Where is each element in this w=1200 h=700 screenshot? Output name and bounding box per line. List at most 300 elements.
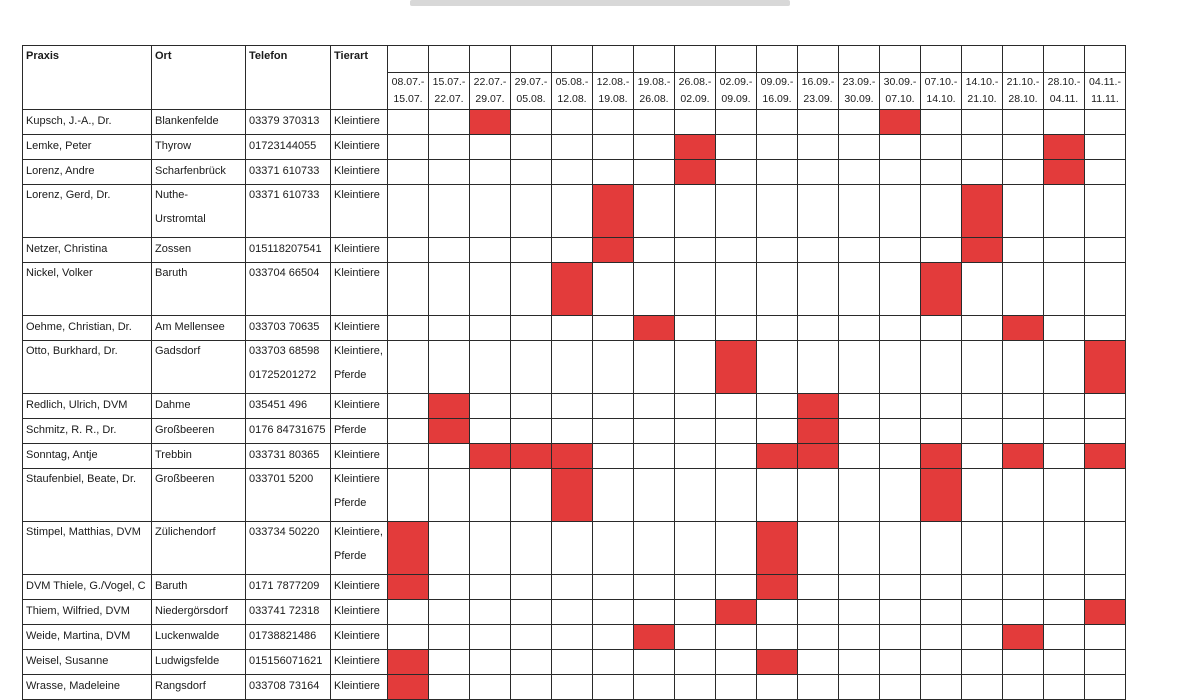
schedule-cell bbox=[470, 315, 511, 340]
ort-value: Großbeeren bbox=[155, 424, 215, 436]
schedule-cell bbox=[1085, 262, 1126, 315]
tierart-value: Kleintiere bbox=[334, 630, 380, 642]
schedule-cell bbox=[1085, 624, 1126, 649]
schedule-cell bbox=[962, 624, 1003, 649]
duty-cell bbox=[757, 443, 798, 468]
practice-row bbox=[23, 262, 1126, 315]
schedule-cell bbox=[388, 134, 429, 159]
telefon-value: 033708 73164 bbox=[249, 680, 320, 692]
schedule-cell bbox=[1044, 443, 1085, 468]
schedule-cell bbox=[429, 468, 470, 521]
schedule-cell bbox=[757, 315, 798, 340]
schedule-cell bbox=[511, 134, 552, 159]
week-header-blank bbox=[429, 46, 470, 73]
schedule-cell bbox=[593, 468, 634, 521]
schedule-cell bbox=[1044, 599, 1085, 624]
ort-value: Zossen bbox=[155, 243, 192, 255]
week-header-blank bbox=[593, 46, 634, 73]
tierart-cell bbox=[331, 418, 388, 443]
schedule-cell bbox=[921, 340, 962, 393]
schedule-cell bbox=[511, 624, 552, 649]
ort-cell bbox=[152, 262, 246, 315]
schedule-cell bbox=[716, 418, 757, 443]
schedule-cell bbox=[552, 418, 593, 443]
schedule-cell bbox=[634, 468, 675, 521]
schedule-cell bbox=[511, 262, 552, 315]
week-end: 30.09. bbox=[844, 92, 874, 105]
schedule-cell bbox=[511, 649, 552, 674]
schedule-cell bbox=[1085, 468, 1126, 521]
ort-value: Am Mellensee bbox=[155, 321, 225, 333]
praxis-cell bbox=[23, 237, 152, 262]
schedule-cell bbox=[880, 340, 921, 393]
schedule-cell bbox=[880, 521, 921, 574]
schedule-cell bbox=[1003, 599, 1044, 624]
ort-cell bbox=[152, 624, 246, 649]
duty-cell bbox=[921, 443, 962, 468]
schedule-cell bbox=[552, 340, 593, 393]
schedule-cell bbox=[429, 443, 470, 468]
schedule-cell bbox=[1044, 418, 1085, 443]
schedule-cell bbox=[470, 649, 511, 674]
schedule-cell bbox=[511, 521, 552, 574]
ort-value: Gadsdorf bbox=[155, 344, 201, 357]
schedule-cell bbox=[839, 624, 880, 649]
schedule-cell bbox=[388, 109, 429, 134]
duty-cell bbox=[1044, 159, 1085, 184]
schedule-cell bbox=[593, 262, 634, 315]
schedule-cell bbox=[962, 109, 1003, 134]
week-range-header bbox=[675, 72, 716, 109]
schedule-cell bbox=[1085, 237, 1126, 262]
ort-cell bbox=[152, 184, 246, 237]
praxis-cell bbox=[23, 134, 152, 159]
schedule-cell bbox=[552, 315, 593, 340]
schedule-cell bbox=[634, 237, 675, 262]
schedule-cell bbox=[1044, 184, 1085, 237]
schedule-cell bbox=[962, 159, 1003, 184]
schedule-cell bbox=[675, 574, 716, 599]
telefon-cell bbox=[246, 134, 331, 159]
praxis-value: Oehme, Christian, Dr. bbox=[26, 321, 132, 333]
schedule-cell bbox=[634, 418, 675, 443]
duty-cell bbox=[675, 134, 716, 159]
schedule-cell bbox=[675, 315, 716, 340]
schedule-cell bbox=[511, 468, 552, 521]
schedule-cell bbox=[675, 109, 716, 134]
week-header-blank bbox=[675, 46, 716, 73]
schedule-cell bbox=[921, 109, 962, 134]
schedule-cell bbox=[880, 184, 921, 237]
schedule-cell bbox=[634, 649, 675, 674]
praxis-cell bbox=[23, 443, 152, 468]
week-start: 30.09.- bbox=[883, 75, 917, 88]
schedule-cell bbox=[470, 393, 511, 418]
telefon-value: 033703 68598 bbox=[249, 344, 320, 357]
week-header-blank bbox=[388, 46, 429, 73]
duty-cell bbox=[593, 237, 634, 262]
schedule-cell bbox=[1003, 574, 1044, 599]
week-start: 15.07.- bbox=[432, 75, 466, 88]
schedule-cell bbox=[429, 521, 470, 574]
schedule-cell bbox=[634, 574, 675, 599]
schedule-cell bbox=[593, 109, 634, 134]
practice-row bbox=[23, 674, 1126, 699]
telefon-value: 033741 72318 bbox=[249, 605, 320, 617]
tierart-cell bbox=[331, 521, 388, 574]
schedule-cell bbox=[388, 468, 429, 521]
duty-cell bbox=[921, 468, 962, 521]
schedule-cell bbox=[1085, 521, 1126, 574]
schedule-cell bbox=[716, 184, 757, 237]
tierart-value: Kleintiere bbox=[334, 165, 380, 177]
duty-cell bbox=[880, 109, 921, 134]
schedule-cell bbox=[880, 159, 921, 184]
schedule-cell bbox=[1085, 418, 1126, 443]
praxis-value: Wrasse, Madeleine bbox=[26, 680, 120, 692]
tierart-value: Pferde bbox=[334, 424, 367, 436]
schedule-cell bbox=[1044, 574, 1085, 599]
ort-value: Zülichendorf bbox=[155, 525, 216, 538]
telefon-cell bbox=[246, 574, 331, 599]
schedule-cell bbox=[470, 184, 511, 237]
schedule-cell bbox=[552, 159, 593, 184]
schedule-cell bbox=[552, 184, 593, 237]
column-header-tierart: Tierart bbox=[331, 46, 388, 73]
schedule-cell bbox=[839, 521, 880, 574]
schedule-cell bbox=[757, 624, 798, 649]
schedule-cell bbox=[921, 159, 962, 184]
schedule-cell bbox=[839, 159, 880, 184]
schedule-cell bbox=[388, 340, 429, 393]
schedule-cell bbox=[429, 340, 470, 393]
week-range-header bbox=[921, 72, 962, 109]
schedule-cell bbox=[675, 468, 716, 521]
schedule-cell bbox=[1085, 649, 1126, 674]
week-header-blank bbox=[962, 46, 1003, 73]
praxis-value: Stimpel, Matthias, DVM bbox=[26, 525, 141, 538]
tierart-value-line2: Pferde bbox=[334, 496, 367, 509]
schedule-cell bbox=[798, 521, 839, 574]
practice-row bbox=[23, 521, 1126, 574]
duty-cell bbox=[1003, 443, 1044, 468]
schedule-cell bbox=[675, 262, 716, 315]
schedule-cell bbox=[921, 599, 962, 624]
ort-cell bbox=[152, 159, 246, 184]
telefon-cell bbox=[246, 521, 331, 574]
schedule-cell bbox=[388, 624, 429, 649]
telefon-value-line2: 01725201272 bbox=[249, 368, 317, 381]
telefon-value: 033703 70635 bbox=[249, 321, 320, 333]
schedule-cell bbox=[839, 134, 880, 159]
duty-cell bbox=[798, 393, 839, 418]
schedule-cell bbox=[1003, 468, 1044, 521]
schedule-cell bbox=[675, 674, 716, 699]
schedule-cell bbox=[921, 418, 962, 443]
duty-cell bbox=[757, 574, 798, 599]
schedule-cell bbox=[429, 109, 470, 134]
duty-cell bbox=[1085, 599, 1126, 624]
schedule-cell bbox=[716, 574, 757, 599]
schedule-cell bbox=[429, 159, 470, 184]
duty-cell bbox=[470, 443, 511, 468]
telefon-value: 033704 66504 bbox=[249, 266, 320, 279]
tierart-value: Kleintiere bbox=[334, 655, 380, 667]
schedule-cell bbox=[552, 521, 593, 574]
week-header-blank bbox=[511, 46, 552, 73]
tierart-cell bbox=[331, 468, 388, 521]
week-end: 05.08. bbox=[516, 92, 546, 105]
schedule-cell bbox=[757, 468, 798, 521]
week-range-header bbox=[1044, 72, 1085, 109]
ort-cell bbox=[152, 340, 246, 393]
practice-row bbox=[23, 340, 1126, 393]
schedule-cell bbox=[511, 599, 552, 624]
practice-row bbox=[23, 237, 1126, 262]
schedule-cell bbox=[839, 393, 880, 418]
schedule-cell bbox=[552, 599, 593, 624]
schedule-cell bbox=[1003, 237, 1044, 262]
schedule-cell bbox=[716, 521, 757, 574]
schedule-cell bbox=[839, 418, 880, 443]
week-start: 19.08.- bbox=[637, 75, 671, 88]
schedule-cell bbox=[798, 184, 839, 237]
schedule-cell bbox=[1003, 521, 1044, 574]
telefon-value: 033731 80365 bbox=[249, 449, 320, 461]
schedule-cell bbox=[962, 443, 1003, 468]
week-start: 14.10.- bbox=[965, 75, 999, 88]
schedule-cell bbox=[388, 237, 429, 262]
schedule-cell bbox=[1085, 315, 1126, 340]
practice-row bbox=[23, 134, 1126, 159]
schedule-cell bbox=[1044, 624, 1085, 649]
schedule-cell bbox=[675, 443, 716, 468]
column-header-spacer bbox=[152, 72, 246, 109]
ort-value: Niedergörsdorf bbox=[155, 605, 228, 617]
schedule-cell bbox=[757, 340, 798, 393]
week-header-blank bbox=[1044, 46, 1085, 73]
tierart-value: Kleintiere bbox=[334, 266, 380, 279]
duty-cell bbox=[552, 443, 593, 468]
schedule-cell bbox=[552, 574, 593, 599]
schedule-cell bbox=[962, 521, 1003, 574]
schedule-cell bbox=[388, 262, 429, 315]
ort-cell bbox=[152, 237, 246, 262]
schedule-cell bbox=[839, 262, 880, 315]
schedule-cell bbox=[470, 134, 511, 159]
schedule-cell bbox=[1003, 159, 1044, 184]
schedule-cell bbox=[880, 574, 921, 599]
schedule-cell bbox=[716, 315, 757, 340]
schedule-body bbox=[23, 46, 1126, 700]
schedule-cell bbox=[880, 315, 921, 340]
week-end: 15.07. bbox=[393, 92, 423, 105]
week-header-blank bbox=[552, 46, 593, 73]
schedule-cell bbox=[552, 237, 593, 262]
schedule-cell bbox=[429, 262, 470, 315]
duty-cell bbox=[429, 418, 470, 443]
schedule-cell bbox=[798, 674, 839, 699]
schedule-cell bbox=[470, 521, 511, 574]
practice-row bbox=[23, 159, 1126, 184]
duty-cell bbox=[634, 624, 675, 649]
schedule-cell bbox=[429, 624, 470, 649]
duty-schedule-table bbox=[22, 45, 1126, 700]
week-range-header bbox=[962, 72, 1003, 109]
practice-row bbox=[23, 109, 1126, 134]
week-range-header bbox=[593, 72, 634, 109]
duty-cell bbox=[1003, 624, 1044, 649]
ort-value: Luckenwalde bbox=[155, 630, 220, 642]
duty-cell bbox=[1085, 340, 1126, 393]
week-range-header bbox=[552, 72, 593, 109]
schedule-cell bbox=[429, 574, 470, 599]
schedule-cell bbox=[1044, 674, 1085, 699]
schedule-cell bbox=[511, 674, 552, 699]
practice-row bbox=[23, 624, 1126, 649]
schedule-cell bbox=[798, 159, 839, 184]
schedule-cell bbox=[839, 109, 880, 134]
schedule-cell bbox=[962, 134, 1003, 159]
schedule-cell bbox=[1044, 109, 1085, 134]
tierart-value: Kleintiere bbox=[334, 580, 380, 592]
schedule-cell bbox=[880, 134, 921, 159]
schedule-cell bbox=[1003, 649, 1044, 674]
telefon-cell bbox=[246, 443, 331, 468]
week-start: 26.08.- bbox=[678, 75, 712, 88]
schedule-cell bbox=[675, 184, 716, 237]
week-start: 09.09.- bbox=[760, 75, 794, 88]
week-range-row bbox=[23, 72, 1126, 109]
tierart-cell bbox=[331, 159, 388, 184]
week-range-header bbox=[798, 72, 839, 109]
praxis-value: Lorenz, Andre bbox=[26, 165, 95, 177]
schedule-cell bbox=[716, 443, 757, 468]
schedule-cell bbox=[388, 184, 429, 237]
praxis-cell bbox=[23, 574, 152, 599]
ort-value: Dahme bbox=[155, 399, 191, 411]
praxis-value: Kupsch, J.-A., Dr. bbox=[26, 115, 112, 127]
schedule-cell bbox=[634, 340, 675, 393]
schedule-cell bbox=[1085, 109, 1126, 134]
schedule-cell bbox=[511, 237, 552, 262]
schedule-cell bbox=[757, 109, 798, 134]
cropped-page-title bbox=[410, 0, 790, 6]
schedule-cell bbox=[757, 418, 798, 443]
schedule-cell bbox=[839, 649, 880, 674]
week-start: 02.09.- bbox=[719, 75, 753, 88]
week-start: 23.09.- bbox=[842, 75, 876, 88]
praxis-value: Netzer, Christina bbox=[26, 243, 108, 255]
column-header-spacer bbox=[331, 72, 388, 109]
telefon-value: 03379 370313 bbox=[249, 115, 320, 127]
schedule-cell bbox=[593, 649, 634, 674]
week-end: 23.09. bbox=[803, 92, 833, 105]
schedule-cell bbox=[716, 624, 757, 649]
schedule-cell bbox=[470, 262, 511, 315]
schedule-cell bbox=[634, 159, 675, 184]
schedule-cell bbox=[757, 393, 798, 418]
schedule-cell bbox=[921, 649, 962, 674]
schedule-cell bbox=[716, 393, 757, 418]
week-header-blank bbox=[880, 46, 921, 73]
schedule-cell bbox=[511, 315, 552, 340]
schedule-cell bbox=[634, 393, 675, 418]
schedule-cell bbox=[593, 315, 634, 340]
schedule-cell bbox=[593, 443, 634, 468]
telefon-cell bbox=[246, 315, 331, 340]
schedule-cell bbox=[880, 468, 921, 521]
schedule-cell bbox=[757, 262, 798, 315]
duty-cell bbox=[1085, 443, 1126, 468]
schedule-cell bbox=[470, 159, 511, 184]
tierart-cell bbox=[331, 262, 388, 315]
schedule-cell bbox=[962, 574, 1003, 599]
header-row bbox=[23, 46, 1126, 73]
ort-cell bbox=[152, 521, 246, 574]
week-header-blank bbox=[839, 46, 880, 73]
schedule-cell bbox=[798, 599, 839, 624]
tierart-cell bbox=[331, 134, 388, 159]
telefon-cell bbox=[246, 393, 331, 418]
week-end: 21.10. bbox=[967, 92, 997, 105]
schedule-cell bbox=[1003, 674, 1044, 699]
praxis-cell bbox=[23, 262, 152, 315]
schedule-cell bbox=[1003, 340, 1044, 393]
telefon-cell bbox=[246, 237, 331, 262]
schedule-cell bbox=[593, 393, 634, 418]
telefon-cell bbox=[246, 109, 331, 134]
schedule-cell bbox=[716, 468, 757, 521]
schedule-cell bbox=[716, 262, 757, 315]
schedule-cell bbox=[962, 468, 1003, 521]
week-start: 05.08.- bbox=[555, 75, 589, 88]
week-range-header bbox=[757, 72, 798, 109]
telefon-value: 035451 496 bbox=[249, 399, 308, 411]
praxis-value: Staufenbiel, Beate, Dr. bbox=[26, 472, 137, 485]
schedule-cell bbox=[839, 599, 880, 624]
praxis-cell bbox=[23, 521, 152, 574]
tierart-cell bbox=[331, 574, 388, 599]
praxis-value: Thiem, Wilfried, DVM bbox=[26, 605, 130, 617]
tierart-cell bbox=[331, 649, 388, 674]
duty-cell bbox=[921, 262, 962, 315]
duty-cell bbox=[757, 649, 798, 674]
tierart-value: Kleintiere bbox=[334, 188, 380, 201]
schedule-cell bbox=[675, 393, 716, 418]
schedule-cell bbox=[511, 574, 552, 599]
week-header-blank bbox=[798, 46, 839, 73]
column-header-telefon: Telefon bbox=[246, 46, 331, 73]
schedule-cell bbox=[757, 674, 798, 699]
schedule-cell bbox=[921, 393, 962, 418]
schedule-cell bbox=[798, 109, 839, 134]
schedule-cell bbox=[511, 418, 552, 443]
praxis-cell bbox=[23, 315, 152, 340]
schedule-cell bbox=[880, 624, 921, 649]
schedule-cell bbox=[921, 315, 962, 340]
tierart-cell bbox=[331, 184, 388, 237]
schedule-cell bbox=[593, 599, 634, 624]
week-header-blank bbox=[716, 46, 757, 73]
schedule-cell bbox=[880, 393, 921, 418]
schedule-cell bbox=[1003, 262, 1044, 315]
schedule-cell bbox=[1085, 184, 1126, 237]
schedule-cell bbox=[1003, 418, 1044, 443]
duty-cell bbox=[634, 315, 675, 340]
duty-cell bbox=[716, 340, 757, 393]
tierart-value: Kleintiere bbox=[334, 243, 380, 255]
